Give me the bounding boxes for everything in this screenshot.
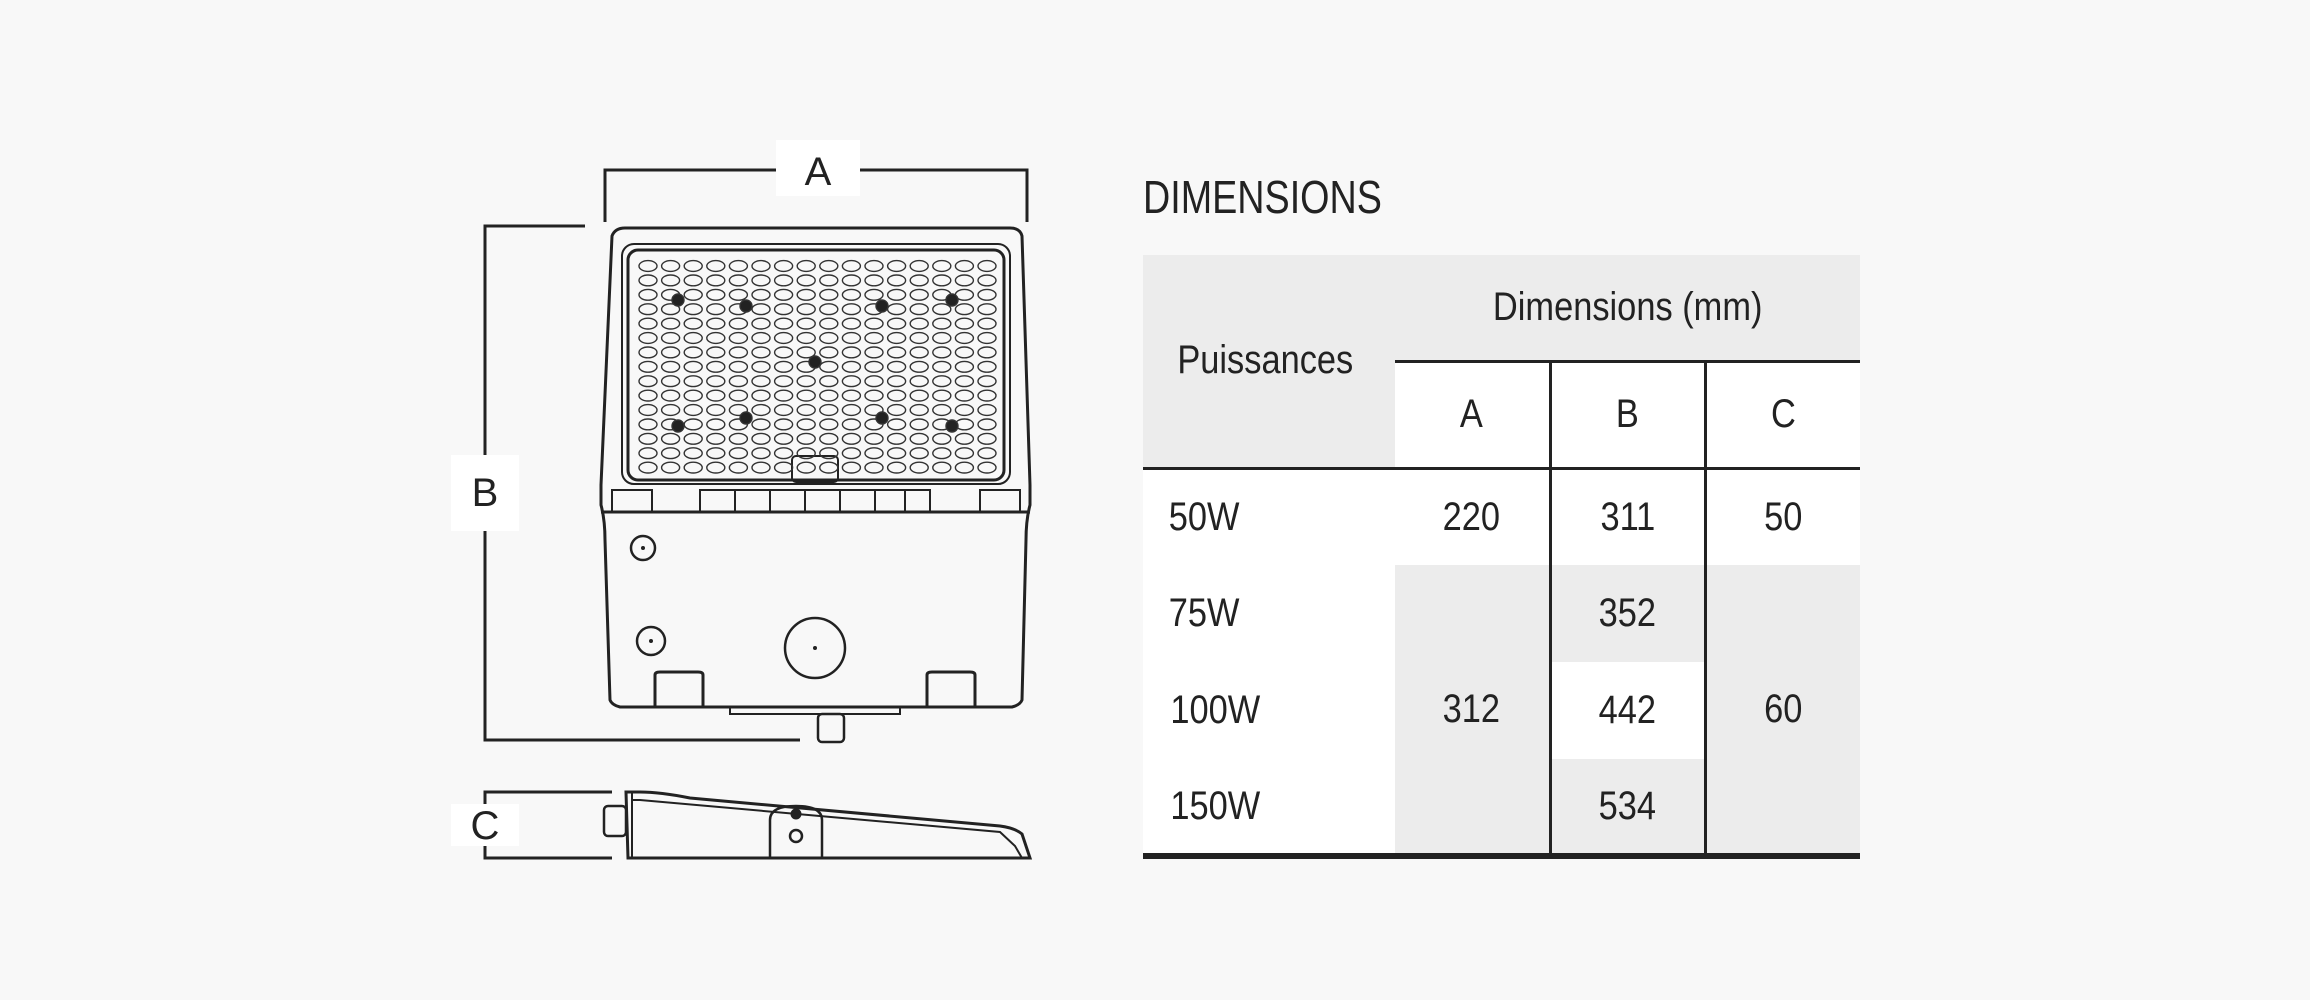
led-lens [775, 275, 793, 286]
led-lens [707, 390, 725, 401]
led-lens [707, 333, 725, 344]
led-lens [684, 289, 702, 300]
led-lens [888, 448, 906, 459]
led-lens [752, 419, 770, 430]
led-lens [707, 275, 725, 286]
led-lens [933, 405, 951, 416]
led-lens [639, 419, 657, 430]
led-lens [933, 275, 951, 286]
led-lens [888, 433, 906, 444]
led-lens [684, 275, 702, 286]
led-lens [955, 462, 973, 473]
led-array [639, 261, 996, 473]
row-power: 100W [1143, 662, 1395, 759]
led-lens [797, 405, 815, 416]
led-lens [775, 405, 793, 416]
led-lens [639, 433, 657, 444]
row-value-b: 534 [1550, 759, 1705, 856]
led-lens [639, 347, 657, 358]
row-value-a: 220 [1395, 468, 1550, 565]
led-lens [842, 304, 860, 315]
led-lens [797, 433, 815, 444]
fixing-screw [809, 356, 821, 368]
led-lens [820, 376, 838, 387]
led-lens [775, 289, 793, 300]
led-lens [797, 261, 815, 272]
front-view-dots [641, 546, 817, 650]
led-lens [707, 289, 725, 300]
led-lens [820, 433, 838, 444]
led-lens [684, 318, 702, 329]
led-lens [775, 462, 793, 473]
row-power: 150W [1143, 759, 1395, 856]
led-lens [752, 304, 770, 315]
led-lens [820, 318, 838, 329]
led-lens [684, 448, 702, 459]
led-lens [639, 304, 657, 315]
led-lens [910, 376, 928, 387]
led-lens [888, 261, 906, 272]
led-lens [797, 376, 815, 387]
fixing-screw [672, 420, 684, 432]
led-lens [820, 304, 838, 315]
led-lens [729, 462, 747, 473]
led-lens [729, 361, 747, 372]
led-lens [842, 261, 860, 272]
led-lens [842, 448, 860, 459]
led-lens [820, 347, 838, 358]
led-lens [865, 333, 883, 344]
fixing-screw [876, 412, 888, 424]
led-lens [775, 347, 793, 358]
led-lens [639, 462, 657, 473]
header-puissances: Puissances [1177, 338, 1354, 383]
led-lens [865, 448, 883, 459]
led-lens [752, 376, 770, 387]
led-lens [729, 433, 747, 444]
led-lens [888, 419, 906, 430]
led-lens [752, 433, 770, 444]
dimension-b-label: B [471, 471, 499, 515]
fixing-screw [672, 294, 684, 306]
led-lens [865, 361, 883, 372]
led-lens [955, 405, 973, 416]
led-lens [910, 261, 928, 272]
led-lens [865, 261, 883, 272]
led-lens [842, 318, 860, 329]
led-lens [662, 390, 680, 401]
led-lens [955, 318, 973, 329]
led-lens [978, 376, 996, 387]
led-lens [955, 361, 973, 372]
header-col-c: C [1705, 361, 1860, 468]
led-lens [797, 462, 815, 473]
led-lens [752, 462, 770, 473]
led-lens [978, 347, 996, 358]
led-lens [820, 333, 838, 344]
led-lens [684, 347, 702, 358]
led-lens [910, 419, 928, 430]
led-lens [775, 419, 793, 430]
led-lens [639, 289, 657, 300]
dimension-c-label: C [470, 804, 500, 848]
led-lens [684, 405, 702, 416]
led-lens [797, 318, 815, 329]
led-lens [662, 318, 680, 329]
led-lens [707, 318, 725, 329]
led-lens [910, 275, 928, 286]
led-lens [888, 275, 906, 286]
led-lens [865, 433, 883, 444]
merged-value-a: 312 [1395, 565, 1550, 856]
led-lens [910, 333, 928, 344]
led-lens [797, 304, 815, 315]
led-lens [888, 347, 906, 358]
led-lens [820, 462, 838, 473]
led-lens [662, 275, 680, 286]
led-lens [752, 289, 770, 300]
led-lens [888, 318, 906, 329]
led-lens [910, 347, 928, 358]
led-lens [662, 462, 680, 473]
led-lens [662, 261, 680, 272]
led-lens [729, 318, 747, 329]
led-lens [775, 318, 793, 329]
led-lens [842, 462, 860, 473]
led-lens [888, 304, 906, 315]
led-lens [775, 261, 793, 272]
led-lens [729, 275, 747, 286]
led-lens [729, 289, 747, 300]
led-lens [888, 361, 906, 372]
led-lens [684, 433, 702, 444]
led-lens [729, 333, 747, 344]
led-lens [842, 333, 860, 344]
led-lens [707, 376, 725, 387]
led-lens [684, 376, 702, 387]
led-lens [865, 275, 883, 286]
led-lens [955, 376, 973, 387]
led-lens [978, 333, 996, 344]
led-lens [842, 275, 860, 286]
led-lens [639, 318, 657, 329]
led-lens [729, 376, 747, 387]
led-lens [662, 433, 680, 444]
table-row [1143, 468, 1860, 565]
led-lens [910, 304, 928, 315]
led-lens [933, 347, 951, 358]
led-lens [797, 289, 815, 300]
led-lens [978, 261, 996, 272]
led-lens [684, 390, 702, 401]
header-col-b: B [1550, 361, 1705, 468]
led-lens [978, 405, 996, 416]
led-lens [752, 448, 770, 459]
row-value-b: 311 [1550, 468, 1705, 565]
led-lens [955, 275, 973, 286]
dimension-a-label: A [804, 150, 832, 194]
led-lens [842, 405, 860, 416]
led-lens [775, 390, 793, 401]
led-lens [639, 261, 657, 272]
led-lens [933, 318, 951, 329]
led-lens [842, 347, 860, 358]
led-lens [888, 390, 906, 401]
led-lens [707, 448, 725, 459]
row-value-c: 50 [1705, 468, 1860, 565]
led-lens [955, 347, 973, 358]
led-lens [820, 289, 838, 300]
led-lens [684, 304, 702, 315]
led-lens [865, 289, 883, 300]
led-lens [662, 361, 680, 372]
led-lens [842, 361, 860, 372]
led-lens [662, 347, 680, 358]
led-lens [888, 462, 906, 473]
led-lens [910, 289, 928, 300]
led-lens [639, 361, 657, 372]
led-lens [820, 361, 838, 372]
led-lens [955, 448, 973, 459]
led-lens [684, 361, 702, 372]
led-lens [933, 462, 951, 473]
led-lens [775, 304, 793, 315]
dimensions-table [1143, 255, 1860, 859]
led-lens [707, 405, 725, 416]
led-lens [797, 419, 815, 430]
led-lens [707, 304, 725, 315]
led-lens [707, 261, 725, 272]
led-lens [775, 448, 793, 459]
led-lens [978, 304, 996, 315]
led-lens [662, 448, 680, 459]
led-lens [639, 376, 657, 387]
led-lens [797, 333, 815, 344]
merged-value-c: 60 [1705, 565, 1860, 856]
led-lens [978, 462, 996, 473]
led-lens [707, 347, 725, 358]
luminaire-side-view [604, 792, 1030, 858]
led-lens [662, 376, 680, 387]
led-lens [639, 275, 657, 286]
led-lens [888, 289, 906, 300]
table-header-row [1143, 255, 1860, 361]
led-lens [842, 390, 860, 401]
led-lens [729, 448, 747, 459]
led-lens [888, 405, 906, 416]
led-lens [797, 275, 815, 286]
led-lens [978, 390, 996, 401]
led-lens [752, 361, 770, 372]
led-lens [865, 376, 883, 387]
led-lens [933, 433, 951, 444]
led-lens [865, 347, 883, 358]
led-lens [955, 261, 973, 272]
led-lens [729, 347, 747, 358]
led-lens [910, 433, 928, 444]
led-lens [752, 333, 770, 344]
led-lens [752, 347, 770, 358]
led-lens [933, 261, 951, 272]
header-col-a: A [1395, 361, 1550, 468]
led-lens [955, 390, 973, 401]
led-lens [910, 361, 928, 372]
led-lens [684, 261, 702, 272]
led-lens [910, 390, 928, 401]
led-lens [933, 361, 951, 372]
led-lens [775, 433, 793, 444]
row-power: 50W [1143, 468, 1395, 565]
led-lens [707, 361, 725, 372]
led-lens [910, 448, 928, 459]
led-lens [662, 405, 680, 416]
led-lens [752, 275, 770, 286]
header-dimensions-group: Dimensions (mm) [1395, 255, 1860, 361]
led-lens [752, 261, 770, 272]
led-lens [978, 289, 996, 300]
led-lens [752, 390, 770, 401]
fixing-screw [876, 300, 888, 312]
led-lens [820, 261, 838, 272]
led-lens [910, 318, 928, 329]
led-lens [842, 419, 860, 430]
led-lens [684, 333, 702, 344]
led-lens [842, 376, 860, 387]
led-lens [639, 448, 657, 459]
led-lens [865, 318, 883, 329]
fixing-screw [946, 294, 958, 306]
led-lens [955, 333, 973, 344]
led-lens [684, 462, 702, 473]
led-lens [639, 405, 657, 416]
led-lens [910, 462, 928, 473]
led-lens [775, 376, 793, 387]
led-lens [842, 289, 860, 300]
led-lens [978, 433, 996, 444]
section-title: DIMENSIONS [1143, 171, 1382, 223]
led-lens [639, 390, 657, 401]
led-lens [820, 405, 838, 416]
led-lens [888, 333, 906, 344]
led-lens [978, 318, 996, 329]
led-lens [820, 390, 838, 401]
led-lens [707, 462, 725, 473]
led-lens [707, 419, 725, 430]
led-lens [933, 448, 951, 459]
led-lens [865, 390, 883, 401]
row-value-b: 352 [1550, 565, 1705, 662]
led-lens [662, 333, 680, 344]
led-lens [820, 275, 838, 286]
fixing-screw [740, 412, 752, 424]
led-lens [684, 419, 702, 430]
fixing-screw [946, 420, 958, 432]
row-power: 75W [1143, 565, 1395, 662]
led-lens [910, 405, 928, 416]
led-lens [797, 390, 815, 401]
led-lens [978, 419, 996, 430]
led-lens [775, 333, 793, 344]
led-lens [775, 361, 793, 372]
table-row [1143, 565, 1860, 662]
led-lens [978, 361, 996, 372]
led-lens [865, 462, 883, 473]
led-lens [888, 376, 906, 387]
led-lens [978, 275, 996, 286]
led-lens [955, 433, 973, 444]
led-lens [933, 376, 951, 387]
led-lens [752, 405, 770, 416]
led-lens [707, 433, 725, 444]
led-lens [978, 448, 996, 459]
led-lens [820, 419, 838, 430]
led-lens [639, 333, 657, 344]
row-value-b: 442 [1550, 662, 1705, 759]
fixing-screw [740, 300, 752, 312]
led-lens [842, 433, 860, 444]
led-lens [955, 304, 973, 315]
led-lens [933, 390, 951, 401]
led-lens [729, 390, 747, 401]
led-lens [933, 333, 951, 344]
led-lens [752, 318, 770, 329]
led-lens [729, 261, 747, 272]
